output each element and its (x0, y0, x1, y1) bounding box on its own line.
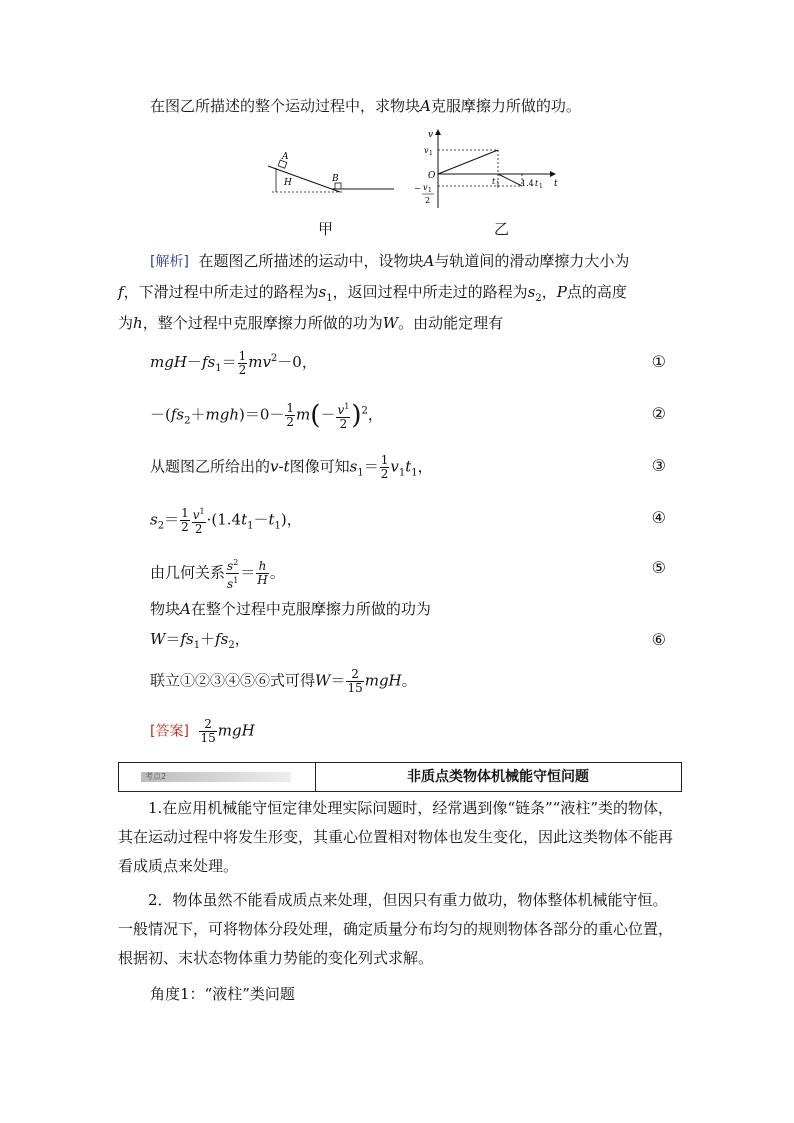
solution-p2-b: ，返回过程中所走过的路程为 (332, 283, 528, 301)
equation-2-number: ② (651, 404, 666, 423)
equation-1-number: ① (651, 352, 666, 371)
solution-p1-a: A (423, 252, 435, 270)
figure-yi-t-end-var: t (535, 179, 539, 188)
section-banner-title: 非质点类物体机械能守恒问题 (407, 769, 589, 785)
answer-rest: mgH (217, 721, 255, 740)
equation-5-number: ⑤ (651, 558, 666, 577)
figure-yi-vt-graph (410, 128, 560, 210)
solution-p2-s2: s (527, 283, 536, 301)
question-text: 在图乙所描述的整个运动过程中，求物块 (150, 97, 421, 115)
figure-yi-axis-t: t (554, 179, 558, 189)
equation-1: $mgH-fs_1=$ $\frac{1}{2}$ $mv^2-0$， (150, 348, 317, 377)
solution-line-2 (118, 281, 627, 310)
section-banner-strip (141, 772, 291, 782)
equation-3-number: ③ (651, 456, 666, 475)
solution-p3-a: 为 (118, 314, 134, 332)
figure-yi-v1-sub: 1 (429, 150, 433, 157)
solution-line-3 (118, 312, 503, 334)
angle-heading: 角度1：“液柱”类问题 (150, 985, 295, 1003)
answer-numerator: 2 (199, 718, 216, 732)
equation-6-text2: 在整个过程中克服摩擦力所做的功为 (190, 600, 431, 618)
equation-6-intro (150, 598, 431, 620)
equation-6: $W=fs_1+fs_2$， (150, 630, 250, 651)
conclusion-text: 联立①②③④⑤⑥式可得 (150, 671, 316, 690)
solution-p2-s1-sub: 1 (326, 293, 333, 304)
figure-yi-caption: 乙 (494, 220, 510, 238)
answer-denominator: 15 (200, 731, 216, 745)
figure-yi-axis-v: v (428, 130, 434, 140)
question-line (150, 95, 581, 117)
solution-p3-b: ，整个过程中克服摩擦力所做的功为 (142, 314, 383, 332)
figure-jia-diagram (262, 140, 402, 200)
key-point-2: 2．物体虽然不能看成质点来处理，但因只有重力做功，物体整体机械能守恒。一般情况下，可将物体分段处理，确定质量分布均匀的规则物体各部分的重心位置，根据初、末状态物体重力势能的变化列式求解。 (118, 891, 674, 967)
section-banner-tag-cell (119, 763, 316, 791)
equation-3-t: t (283, 457, 290, 476)
key-point-1: 1.在应用机械能守恒定律处理实际问题时，经常遇到像“链条”“液柱”类的物体，其在运动过程中将发生形变，其重心位置相对物体也发生变化，因此这类物体不能再看成质点来处理。 (118, 799, 674, 875)
solution-p2-a: ，下滑过程中所走过的路程为 (123, 283, 319, 301)
solution-p2-c: ， (541, 283, 557, 301)
figure-yi-t1: t (492, 177, 496, 186)
equation-6-text: 物块 (150, 600, 181, 618)
figure-yi-t1-sub: 1 (496, 181, 500, 188)
equation-3-dash: - (278, 457, 284, 476)
equation-5-text: 由几何关系 (150, 563, 226, 582)
equation-3-text2: 图像可知 (289, 457, 350, 476)
equation-6-number: ⑥ (651, 630, 666, 649)
figure-jia-label-h: H (284, 178, 292, 188)
equation-3-v: v (270, 457, 279, 476)
solution-p1-b: 与轨道间的滑动摩擦力大小为 (434, 252, 630, 270)
equation-6-a: A (180, 600, 191, 618)
equation-5: 由几何关系 $\frac{s^2}{s^1}$ ＝ $\frac{h}{H}$ 。 (150, 558, 285, 591)
equation-3-text: 从题图乙所给出的 (150, 457, 271, 476)
answer-tag: [答案] (150, 723, 189, 740)
solution-p3-w: W (382, 314, 399, 332)
equation-2: $-(fs_2+mgh)=0-$ $\frac{1}{2}$ m(－ $\frac{v^1}{2}$ )$^2$， (150, 400, 383, 431)
solution-p3-c: 。由动能定理有 (398, 314, 504, 332)
solution-conclusion: 联立①②③④⑤⑥式可得W＝ $\frac{2}{15}$ mgH。 (150, 667, 417, 695)
equation-4: $s_2=$ $\frac{1}{2}$ $\frac{v^1}{2}$ $\cdot(1.4t_1-t_1)$， (150, 506, 302, 536)
figure-yi-v1: v (424, 146, 429, 155)
section-banner (118, 762, 682, 792)
section-banner-tag: 考点2 (145, 772, 167, 781)
figure-yi-neg-v: v (423, 183, 428, 192)
figure-yi-origin: O (428, 171, 436, 181)
solution-p2-p: P (556, 283, 567, 301)
solution-tag: [解析] (150, 254, 189, 270)
solution-p2-d: 点的高度 (566, 283, 627, 301)
solution-p2-s2-sub: 2 (535, 293, 542, 304)
figure-yi-neg-sign: − (414, 184, 421, 193)
figure-yi-neg-v-sub: 1 (428, 187, 432, 194)
figure-jia-label-b: B (332, 174, 339, 184)
solution-p2-f: f (118, 283, 124, 301)
solution-line-1 (150, 250, 629, 273)
figure-yi-t-end: 1.4 (521, 179, 534, 188)
figure-yi-neg-den: 2 (425, 196, 431, 205)
equation-4-number: ④ (651, 508, 666, 527)
figure-jia-label-a: A (282, 152, 289, 162)
answer-line (150, 718, 255, 745)
figure-yi-t-end-sub: 1 (539, 183, 543, 190)
question-var-a: A (420, 97, 431, 115)
solution-p2-s1: s (318, 283, 327, 301)
solution-p3-h: h (133, 314, 143, 332)
solution-p1: 在题图乙所描述的运动中，设物块 (198, 252, 424, 270)
equation-3: 从题图乙所给出的v-t图像可知$s_1=$ $\frac{1}{2}$ $v_1t_1$， (150, 453, 433, 481)
question-text-end: 克服摩擦力所做的功。 (430, 97, 581, 115)
figure-jia-caption: 甲 (318, 220, 334, 238)
